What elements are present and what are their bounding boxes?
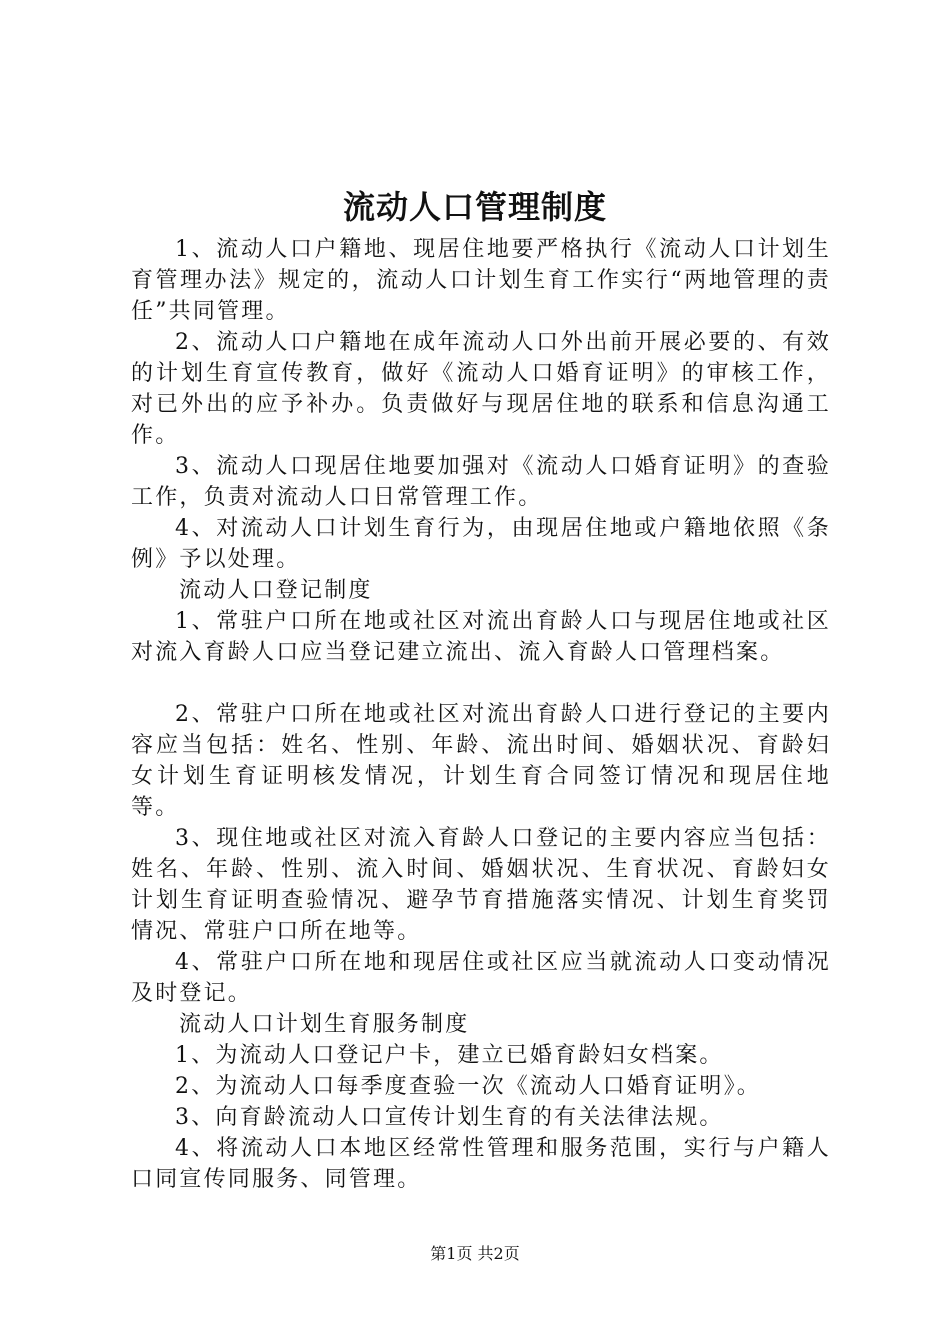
section-heading: 流动人口计划生育服务制度	[179, 1012, 470, 1037]
paragraph: 2、为流动人口每季度查验一次《流动人口婚育证明》。	[175, 1074, 761, 1099]
document-title: 流动人口管理制度	[342, 188, 607, 226]
paragraph: 3、现住地或社区对流入育龄人口登记的主要内容应当包括：姓名、年龄、性别、流入时间、婚姻状况、生育状况、育龄妇女计划生育证明查验情况、避孕节育措施落实情况、计划生育奖罚情况、常驻户口所在地等。	[131, 826, 831, 944]
paragraph: 1、常驻户口所在地或社区对流出育龄人口与现居住地或社区对流入育龄人口应当登记建立流出、流入育龄人口管理档案。	[131, 609, 831, 665]
paragraph: 2、流动人口户籍地在成年流动人口外出前开展必要的、有效的计划生育宣传教育，做好《流动人口婚育证明》的审核工作，对已外出的应予补办。负责做好与现居住地的联系和信息沟通工作。	[131, 330, 831, 448]
document-body	[131, 234, 831, 1195]
paragraph: 3、向育龄流动人口宣传计划生育的有关法律法规。	[175, 1105, 724, 1130]
paragraph: 4、对流动人口计划生育行为，由现居住地或户籍地依照《条例》予以处理。	[131, 516, 831, 572]
section-heading: 流动人口登记制度	[179, 578, 373, 603]
paragraph: 2、常驻户口所在地或社区对流出育龄人口进行登记的主要内容应当包括：姓名、性别、年龄、流出时间、婚姻状况、育龄妇女计划生育证明核发情况，计划生育合同签订情况和现居住地等。	[131, 702, 831, 820]
paragraph: 1、流动人口户籍地、现居住地要严格执行《流动人口计划生育管理办法》规定的，流动人口计划生育工作实行“两地管理的责任”共同管理。	[131, 237, 831, 324]
paragraph: 4、将流动人口本地区经常性管理和服务范围，实行与户籍人口同宣传同服务、同管理。	[131, 1136, 831, 1192]
page-number: 第1页 共2页	[430, 1244, 520, 1263]
paragraph: 4、常驻户口所在地和现居住或社区应当就流动人口变动情况及时登记。	[131, 950, 831, 1006]
paragraph: 1、为流动人口登记户卡，建立已婚育龄妇女档案。	[175, 1043, 724, 1068]
paragraph: 3、流动人口现居住地要加强对《流动人口婚育证明》的查验工作，负责对流动人口日常管理工作。	[131, 454, 831, 510]
